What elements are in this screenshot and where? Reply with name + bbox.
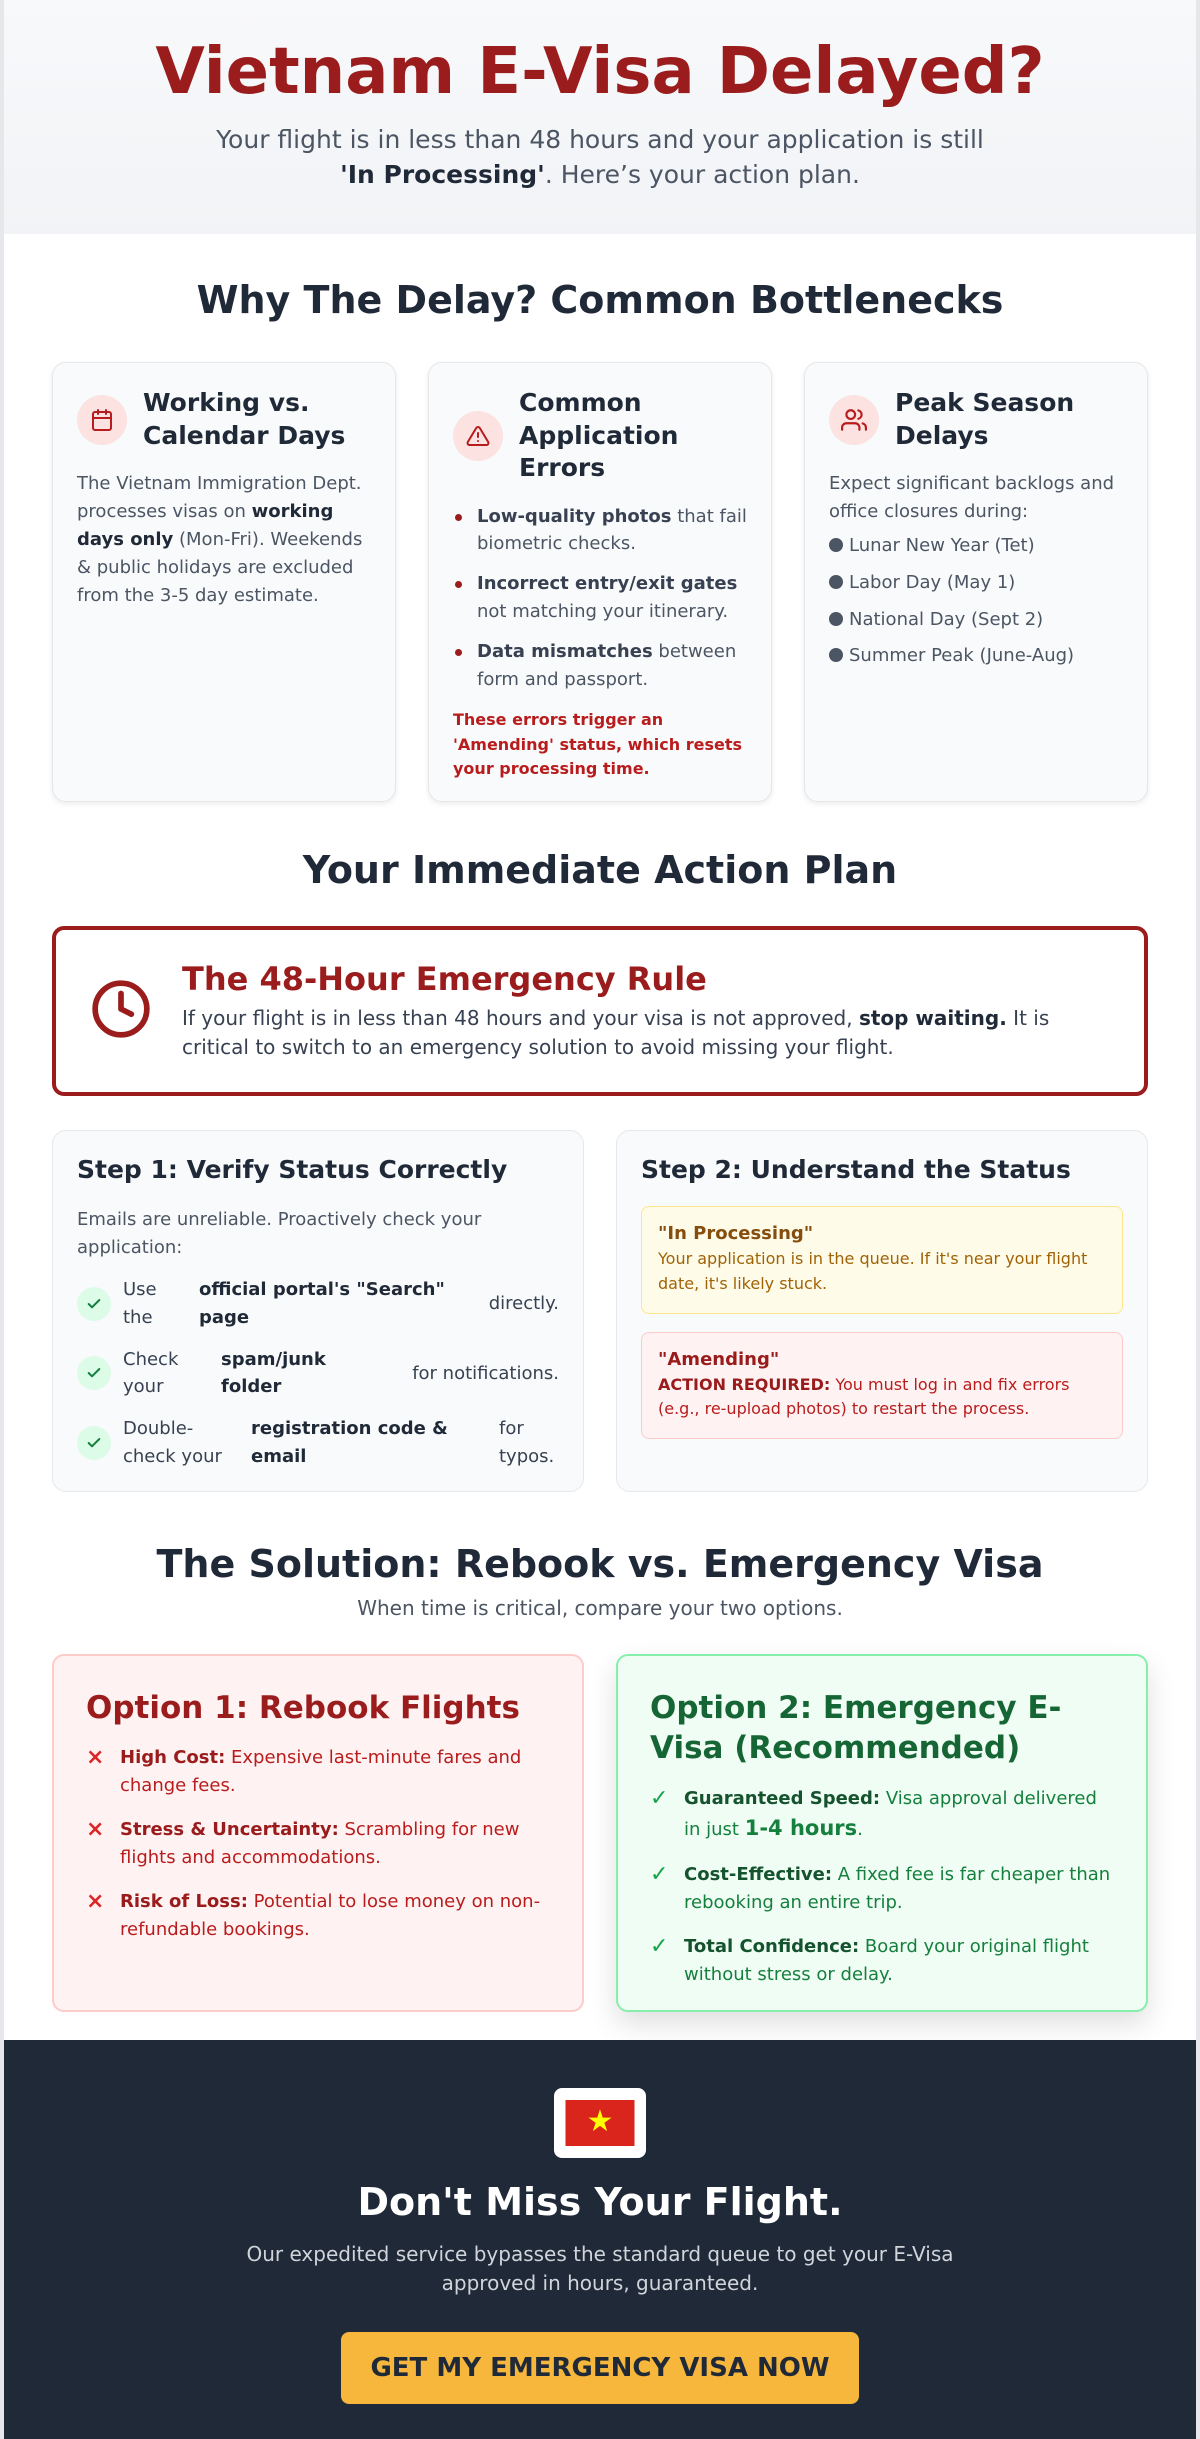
cta-text: Our expedited service bypasses the standard queue to get your E-Visa approved in hours, guaranteed. — [246, 2242, 954, 2295]
status-name: "In Processing" — [658, 1223, 814, 1244]
holiday-list — [829, 532, 1123, 671]
clock-icon — [90, 978, 152, 1044]
action-plan-title: Your Immediate Action Plan — [302, 848, 898, 892]
cross-icon: × — [86, 1888, 105, 1914]
option-title: Option 1: Rebook Flights — [86, 1690, 520, 1726]
step-verify-status — [52, 1130, 584, 1492]
verify-checklist — [77, 1276, 559, 1471]
list-item: Incorrect entry/exit gates not matching your itinerary. — [453, 570, 747, 626]
warning-triangle-icon — [453, 411, 503, 461]
bottlenecks-title: Why The Delay? Common Bottlenecks — [196, 278, 1004, 322]
amending-warning: These errors trigger an 'Amending' status, which resets your processing time. — [453, 709, 743, 779]
status-text: Your application is in the queue. If it's near your flight date, it's likely stuck. — [658, 1249, 1088, 1293]
option-emergency-visa — [616, 1654, 1148, 2012]
checkmark-icon: ✓ — [650, 1933, 669, 1959]
list-item: Data mismatches between form and passport. — [453, 638, 747, 694]
cta-footer — [4, 2040, 1196, 2439]
list-item: Double-check your registration code & email for typos. — [77, 1415, 559, 1471]
card-title: Peak Season Delays — [895, 388, 1075, 450]
list-item: National Day (Sept 2) — [829, 606, 1123, 634]
option-title: Option 2: Emergency E-Visa (Recommended) — [650, 1690, 1062, 1767]
cta-title: Don't Miss Your Flight. — [357, 2180, 843, 2224]
action-plan-section — [4, 802, 1196, 1492]
card-title: Working vs. Calendar Days — [143, 388, 346, 450]
rebook-cons-list — [86, 1744, 550, 1943]
emergency-pros-list — [650, 1785, 1114, 1989]
checkmark-icon: ✓ — [650, 1785, 669, 1811]
card-text: The Vietnam Immigration Dept. processes visas on working days only (Mon-Fri). Weekends & public holidays are excluded from the 3-5 day estimate. — [77, 473, 363, 606]
list-item: Low-quality photos that fail biometric checks. — [453, 503, 747, 559]
check-icon — [77, 1287, 111, 1321]
list-item: Labor Day (May 1) — [829, 569, 1123, 597]
list-item: Use the official portal's "Search" page directly. — [77, 1276, 559, 1332]
vietnam-flag-icon — [554, 2088, 646, 2158]
list-item: × Risk of Loss: Potential to lose money on non-refundable bookings. — [86, 1888, 550, 1944]
list-item: × Stress & Uncertainty: Scrambling for new flights and accommodations. — [86, 1816, 550, 1872]
step-title: Step 1: Verify Status Correctly — [77, 1155, 508, 1184]
emergency-rule-box — [52, 926, 1148, 1096]
solution-subtitle: When time is critical, compare your two options. — [357, 1596, 843, 1620]
solution-title: The Solution: Rebook vs. Emergency Visa — [156, 1542, 1044, 1586]
status-name: "Amending" — [658, 1348, 780, 1370]
status-text: ACTION REQUIRED: You must log in and fix errors (e.g., re-upload photos) to restart the process. — [658, 1374, 1070, 1419]
page-title: Vietnam E-Visa Delayed? — [155, 35, 1045, 109]
card-working-days — [52, 362, 396, 802]
list-item: Lunar New Year (Tet) — [829, 532, 1123, 560]
card-application-errors — [428, 362, 772, 802]
check-icon — [77, 1426, 111, 1460]
bottlenecks-section — [4, 234, 1196, 802]
get-emergency-visa-button[interactable]: GET MY EMERGENCY VISA NOW — [341, 2332, 859, 2404]
option-rebook-flights — [52, 1654, 584, 2012]
error-list — [453, 503, 747, 694]
list-item: ✓ Total Confidence: Board your original flight without stress or delay. — [650, 1933, 1114, 1989]
check-icon — [77, 1356, 111, 1390]
status-in-processing — [641, 1206, 1123, 1314]
card-text: Expect significant backlogs and office closures during: — [829, 473, 1115, 522]
hero-subtitle: Your flight is in less than 48 hours and your application is still 'In Processing'. Here’s your action plan. — [216, 124, 984, 189]
card-title: Common Application Errors — [519, 388, 679, 482]
step-intro: Emails are unreliable. Proactively check your application: — [77, 1209, 482, 1258]
step-understand-status — [616, 1130, 1148, 1492]
list-item: Check your spam/junk folder for notifications. — [77, 1346, 559, 1402]
list-item: ✓ Guaranteed Speed: Visa approval delivered in just 1-4 hours. — [650, 1785, 1114, 1845]
list-item: Summer Peak (June-Aug) — [829, 642, 1123, 670]
calendar-icon — [77, 395, 127, 445]
solution-section — [4, 1492, 1196, 2012]
rule-text: If your flight is in less than 48 hours and your visa is not approved, stop waiting. It is critical to switch to an emergency solution to avoid missing your flight. — [182, 1006, 1050, 1059]
cross-icon: × — [86, 1817, 105, 1843]
card-peak-season — [804, 362, 1148, 802]
list-item: × High Cost: Expensive last-minute fares and change fees. — [86, 1744, 550, 1800]
list-item: ✓ Cost-Effective: A fixed fee is far cheaper than rebooking an entire trip. — [650, 1861, 1114, 1917]
rule-title: The 48-Hour Emergency Rule — [182, 960, 707, 998]
status-amending — [641, 1332, 1123, 1440]
checkmark-icon: ✓ — [650, 1862, 669, 1888]
cross-icon: × — [86, 1745, 105, 1771]
step-title: Step 2: Understand the Status — [641, 1155, 1071, 1184]
users-icon — [829, 395, 879, 445]
hero-section — [4, 0, 1196, 234]
